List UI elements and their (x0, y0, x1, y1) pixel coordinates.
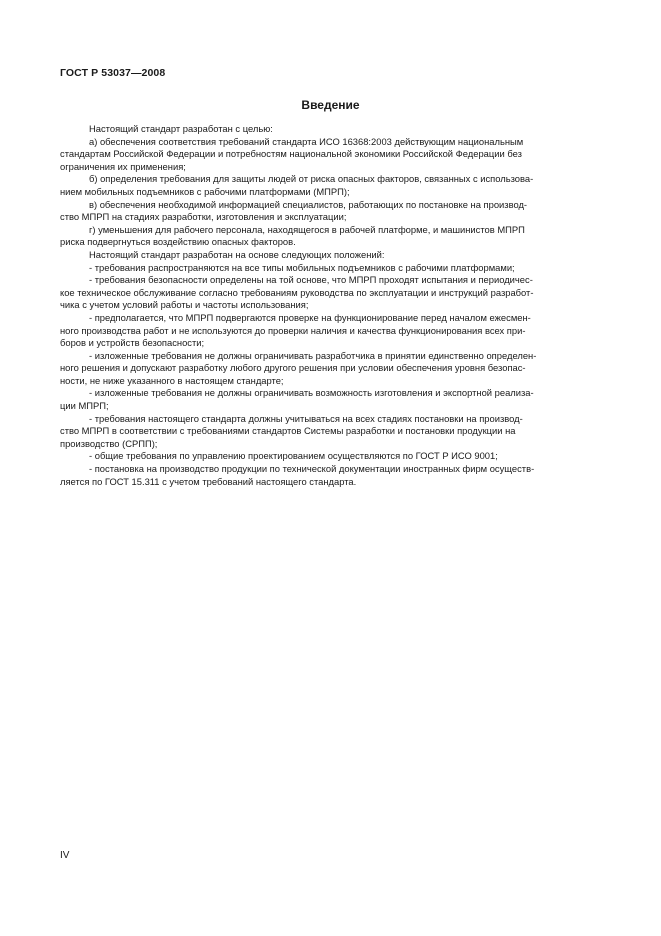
text-line: г) уменьшения для рабочего персонала, находящегося в рабочей платформе, и машинистов МПРП (89, 223, 525, 235)
text-line: стандартам Российской Федерации и потребностям национальной экономики Российской Федерации без (60, 148, 522, 160)
text-line: чика с учетом условий работы и частоты использования; (60, 299, 309, 311)
text-line: - требования безопасности определены на той основе, что МПРП проходят испытания и периодичес- (89, 274, 533, 286)
text-line: Настоящий стандарт разработан с целью: (89, 123, 273, 134)
text-line: боров и устройств безопасности; (60, 337, 205, 349)
text-line: - предполагается, что МПРП подвергаются проверке на функционирование перед началом ежесмен- (89, 311, 531, 323)
text-line: ного решения и допускают разработку любого другого решения при условии обеспечения уровня безопас- (60, 362, 526, 374)
text-line: ности, не ниже указанного в настоящем стандарте; (60, 374, 284, 386)
text-line: производство (СРПП); (60, 437, 158, 449)
text-line: ство МПРП в соответствии с требованиями стандартов Системы разработки и постановки продукции на (60, 425, 516, 437)
text-line: риска подвергнуться воздействию опасных факторов. (60, 236, 296, 248)
text-line: нием мобильных подъемников с рабочими платформами (МПРП); (60, 185, 350, 197)
text-line: ограничения их применения; (60, 160, 186, 172)
text-line: б) определения требования для защиты людей от риска опасных факторов, связанных с использова- (89, 173, 534, 185)
text-line: ляется по ГОСТ 15.311 с учетом требований настоящего стандарта. (60, 475, 357, 487)
text-line: ство МПРП на стадиях разработки, изготовления и эксплуатации; (60, 211, 347, 223)
document-code: ГОСТ Р 53037—2008 (60, 67, 166, 79)
text-line: ции МПРП; (60, 400, 109, 412)
body-text (60, 123, 600, 488)
text-line: а) обеспечения соответствия требований стандарта ИСО 16368:2003 действующим национальным (89, 135, 524, 147)
text-line: Настоящий стандарт разработан на основе следующих положений: (89, 248, 385, 260)
text-line: - изложенные требования не должны ограничивать разработчика в принятии единственно определен- (89, 349, 537, 361)
text-line: кое техническое обслуживание согласно требованиям руководства по эксплуатации и инструкций разработ- (60, 286, 534, 298)
page-number: IV (60, 850, 70, 861)
text-line: в) обеспечения необходимой информацией специалистов, работающих по постановке на производ- (89, 198, 528, 210)
text-line: - постановка на производство продукции по технической документации иностранных фирм осуществ- (89, 463, 535, 475)
text-line: - требования распространяются на все типы мобильных подъемников с рабочими платформами; (89, 261, 515, 273)
section-title: Введение (301, 98, 360, 112)
text-line: - требования настоящего стандарта должны учитываться на всех стадиях постановки на производ- (89, 412, 523, 424)
text-line: ного производства работ и не используются до проверки наличия и качества функционирования всех при- (60, 324, 526, 336)
text-line: - общие требования по управлению проектированием осуществляются по ГОСТ Р ИСО 9001; (89, 450, 498, 462)
text-line: - изложенные требования не должны ограничивать возможность изготовления и экспортной реализа- (89, 387, 534, 399)
